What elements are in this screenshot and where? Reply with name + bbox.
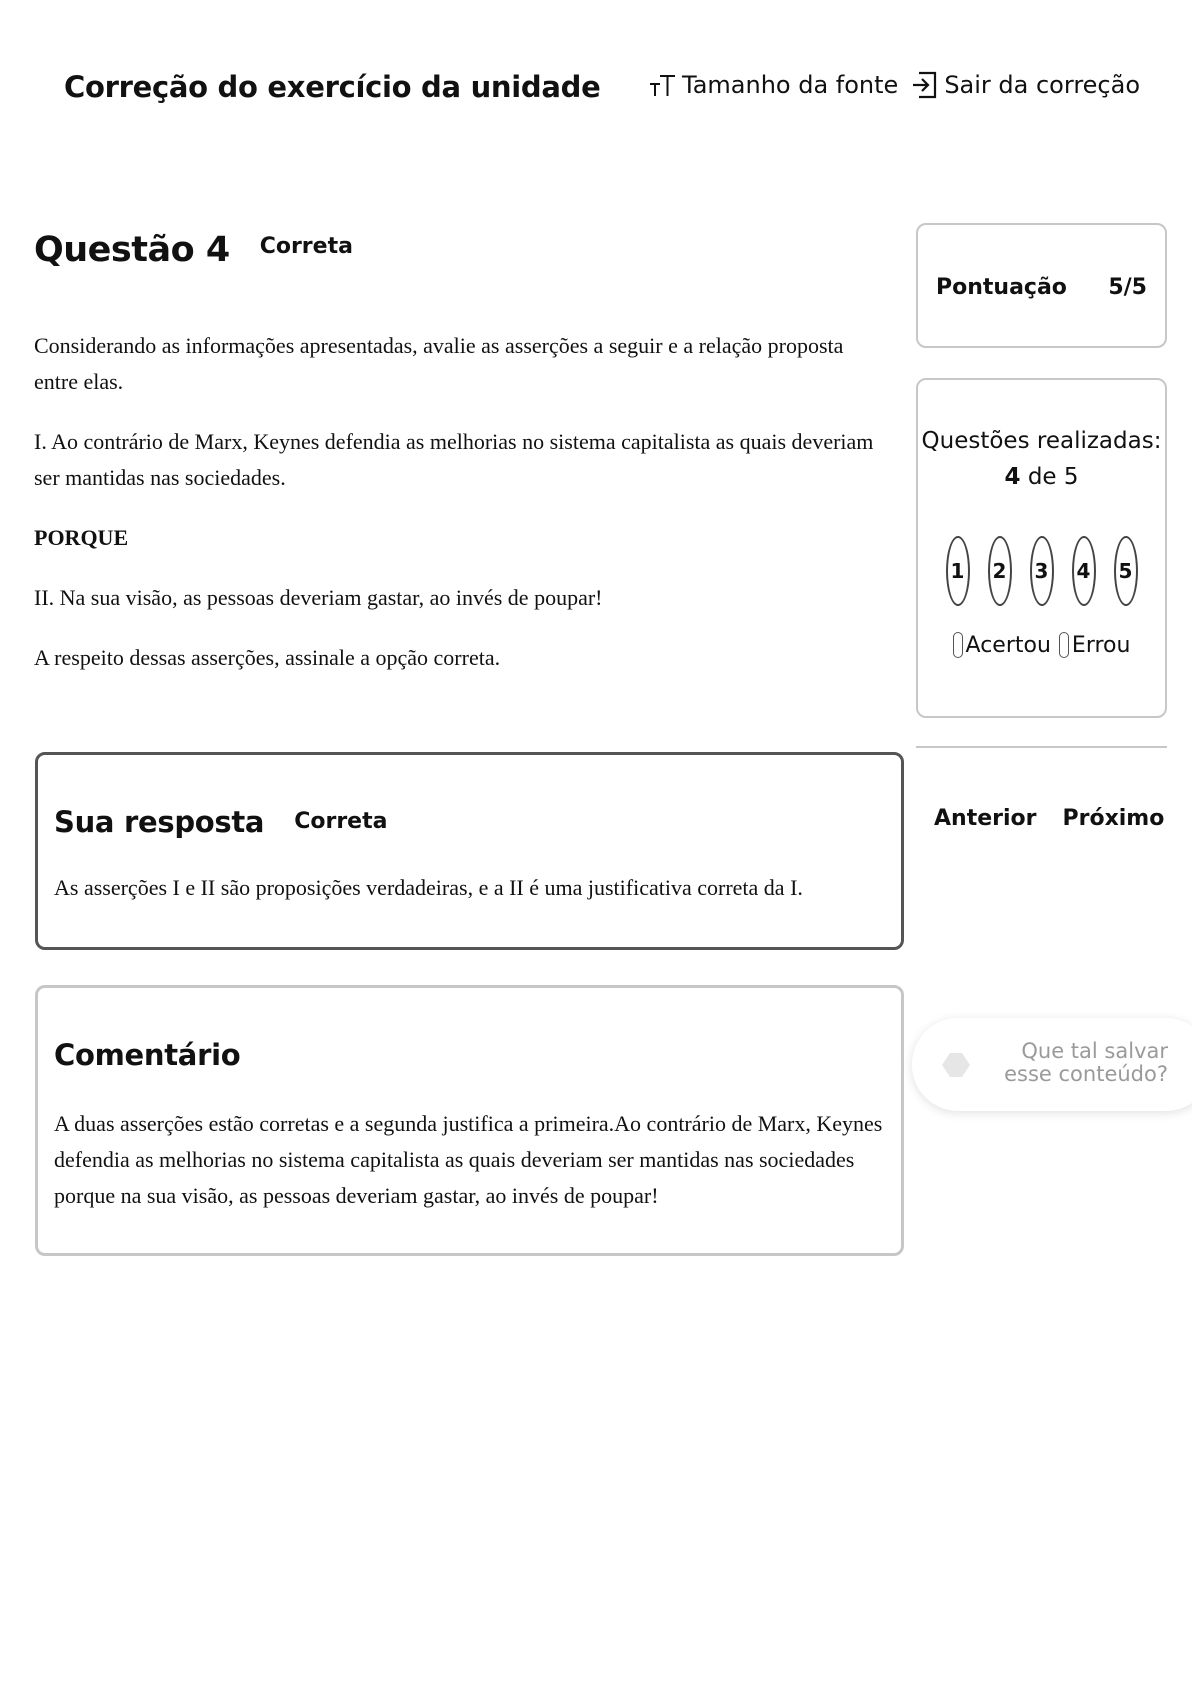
exit-correction-button[interactable]: [910, 70, 1140, 100]
save-content-button[interactable]: [912, 1018, 1192, 1111]
legend-wrong-swatch: [1059, 632, 1069, 658]
exit-label: Sair da correção: [944, 71, 1141, 99]
legend-correct: [953, 632, 1051, 658]
question-number-button[interactable]: 4: [1072, 536, 1096, 606]
question-paragraph: PORQUE: [34, 525, 129, 550]
comment-text: A duas asserções estão corretas e a segunda justifica a primeira.Ao contrário de Marx, Keynes defendia as melhorias no sistema capitalista as quais deveriam ser mantidas nas sociedades porque na sua visão, as pessoas deveriam gastar, ao invés de poupar!: [54, 1111, 883, 1208]
font-size-icon: [648, 72, 676, 98]
score-label: Pontuação: [936, 275, 1067, 300]
progress-card: [916, 378, 1167, 718]
question-status-badge: Correta: [259, 234, 353, 259]
save-prompt-line1: Que tal salvar: [1021, 1039, 1168, 1063]
question-number-button[interactable]: 2: [988, 536, 1012, 606]
save-icon: [936, 1048, 976, 1082]
answer-title: Sua resposta: [54, 805, 265, 839]
question-paragraph: A respeito dessas asserções, assinale a opção correta.: [34, 645, 501, 670]
question-navigation: [934, 806, 1164, 831]
question-navigator: [918, 536, 1165, 606]
answer-text: As asserções I e II são proposições verdadeiras, e a II é uma justificativa correta da I.: [54, 875, 803, 900]
legend-correct-label: Acertou: [965, 632, 1051, 658]
answer-status-badge: Correta: [294, 809, 388, 834]
previous-button[interactable]: Anterior: [934, 806, 1037, 831]
save-prompt-line2: esse conteúdo?: [1004, 1062, 1168, 1086]
comment-card: [35, 985, 904, 1256]
score-value: 5/5: [1108, 275, 1147, 300]
question-number-button[interactable]: 3: [1030, 536, 1054, 606]
page-title: Correção do exercício da unidade: [64, 70, 601, 104]
header-tools: [648, 70, 1140, 100]
font-size-label: Tamanho da fonte: [682, 71, 899, 99]
save-prompt-text: [988, 1040, 1168, 1086]
sidebar-divider: [916, 746, 1167, 748]
question-number-button[interactable]: 5: [1114, 536, 1138, 606]
question-number-button[interactable]: 1: [946, 536, 970, 606]
progress-title: Questões realizadas:: [921, 428, 1162, 454]
answer-card: [35, 752, 904, 950]
question-heading: [34, 230, 353, 270]
legend-wrong: [1059, 632, 1131, 658]
question-title: Questão 4: [34, 230, 230, 270]
question-paragraph: I. Ao contrário de Marx, Keynes defendia as melhorias no sistema capitalista as quais deveriam ser mantidas nas sociedades.: [34, 429, 874, 490]
progress-count: [918, 464, 1165, 490]
exit-icon: [910, 70, 938, 100]
legend: [918, 632, 1165, 658]
font-size-button[interactable]: [648, 71, 898, 99]
legend-wrong-label: Errou: [1071, 632, 1131, 658]
progress-done: 4: [1004, 464, 1021, 490]
legend-correct-swatch: [953, 632, 963, 658]
progress-total: de 5: [1027, 464, 1079, 490]
question-statement: [34, 328, 874, 700]
comment-title: Comentário: [54, 1038, 241, 1072]
question-paragraph: II. Na sua visão, as pessoas deveriam gastar, ao invés de poupar!: [34, 585, 603, 610]
next-button[interactable]: Próximo: [1062, 806, 1165, 831]
answer-heading: [54, 805, 387, 839]
score-card: [916, 223, 1167, 348]
question-paragraph: Considerando as informações apresentadas, avalie as asserções a seguir e a relação proposta entre elas.: [34, 333, 844, 394]
